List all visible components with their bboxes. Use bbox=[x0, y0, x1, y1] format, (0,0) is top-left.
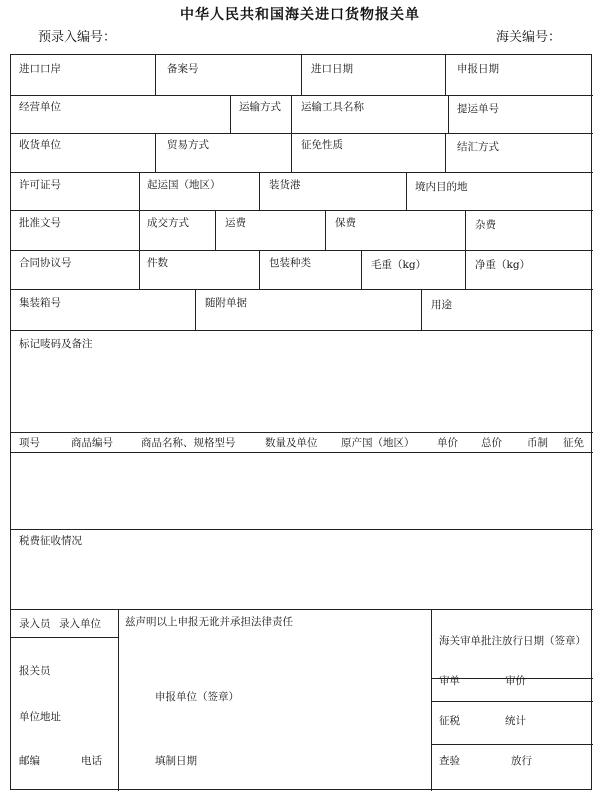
row-divider bbox=[11, 330, 593, 331]
col-divider bbox=[259, 172, 260, 210]
row-divider bbox=[431, 701, 593, 702]
row-divider bbox=[431, 744, 593, 745]
col-divider bbox=[445, 55, 446, 95]
tax-levy-label: 征税 bbox=[439, 715, 460, 727]
col-divider bbox=[155, 55, 156, 95]
col-divider bbox=[406, 172, 407, 210]
row-divider bbox=[11, 172, 593, 173]
fill-date-label: 填制日期 bbox=[155, 755, 197, 767]
container-number-label: 集装箱号 bbox=[19, 297, 61, 309]
entry-clerk-label: 录入员 bbox=[19, 618, 51, 630]
row-divider bbox=[11, 210, 593, 211]
entry-unit-label: 录入单位 bbox=[59, 618, 101, 630]
net-weight-label: 净重（kg） bbox=[475, 259, 531, 271]
statistics-label: 统计 bbox=[505, 715, 526, 727]
col-divider bbox=[215, 210, 216, 250]
col-divider bbox=[195, 289, 196, 330]
declaration-statement: 兹声明以上申报无讹并承担法律责任 bbox=[125, 616, 293, 628]
deal-mode-label: 成交方式 bbox=[147, 217, 189, 229]
customs-approval-label: 海关审单批注放行日期（签章） bbox=[439, 635, 586, 647]
misc-fee-label: 杂费 bbox=[475, 219, 496, 231]
loading-port-label: 装货港 bbox=[269, 179, 301, 191]
tax-collection-label: 税费征收情况 bbox=[19, 535, 82, 547]
customs-number-label: 海关编号： bbox=[496, 30, 562, 45]
approval-number-label: 批准文号 bbox=[19, 217, 61, 229]
gross-weight-label: 毛重（kg） bbox=[371, 259, 427, 271]
contract-number-label: 合同协议号 bbox=[19, 257, 72, 269]
declare-date-label: 申报日期 bbox=[457, 63, 499, 75]
col-divider bbox=[291, 133, 292, 172]
row-divider bbox=[11, 133, 593, 134]
col-divider bbox=[361, 250, 362, 289]
package-type-label: 包装种类 bbox=[269, 257, 311, 269]
row-divider bbox=[11, 432, 593, 433]
goods-name-header: 商品名称、规格型号 bbox=[141, 437, 236, 449]
row-divider bbox=[11, 95, 593, 96]
declarant-label: 报关员 bbox=[19, 665, 51, 677]
col-divider bbox=[259, 250, 260, 289]
col-divider bbox=[139, 172, 140, 210]
quantity-unit-header: 数量及单位 bbox=[265, 437, 318, 449]
postcode-label: 邮编 bbox=[19, 755, 40, 767]
usage-label: 用途 bbox=[431, 299, 452, 311]
pieces-label: 件数 bbox=[147, 257, 168, 269]
col-divider bbox=[431, 609, 432, 791]
phone-label: 电话 bbox=[81, 755, 102, 767]
col-divider bbox=[421, 289, 422, 330]
col-divider bbox=[445, 133, 446, 172]
col-divider bbox=[325, 210, 326, 250]
total-price-header: 总价 bbox=[481, 437, 502, 449]
levy-nature-label: 征免性质 bbox=[301, 139, 343, 151]
col-divider bbox=[155, 133, 156, 172]
domestic-destination-label: 境内目的地 bbox=[415, 181, 468, 193]
currency-header: 币制 bbox=[527, 437, 548, 449]
bill-of-lading-label: 提运单号 bbox=[457, 103, 499, 115]
form-title: 中华人民共和国海关进口货物报关单 bbox=[180, 7, 420, 23]
vehicle-name-label: 运输工具名称 bbox=[301, 101, 364, 113]
origin-header: 原产国（地区） bbox=[341, 437, 415, 449]
inspection-label: 查验 bbox=[439, 755, 460, 767]
unit-price-header: 单价 bbox=[437, 437, 458, 449]
item-number-header: 项号 bbox=[19, 437, 40, 449]
freight-label: 运费 bbox=[225, 217, 246, 229]
release-label: 放行 bbox=[511, 755, 532, 767]
settlement-mode-label: 结汇方式 bbox=[457, 141, 499, 153]
row-divider bbox=[11, 609, 593, 610]
col-divider bbox=[301, 55, 302, 95]
row-divider bbox=[11, 452, 593, 453]
record-number-label: 备案号 bbox=[167, 63, 199, 75]
insurance-label: 保费 bbox=[335, 217, 356, 229]
review-label: 审单 bbox=[439, 675, 460, 687]
remarks-label: 标记唛码及备注 bbox=[19, 338, 93, 350]
row-divider bbox=[11, 289, 593, 290]
pre-entry-number-label: 预录入编号： bbox=[38, 30, 117, 45]
row-divider bbox=[11, 529, 593, 530]
attached-documents-label: 随附单据 bbox=[205, 297, 247, 309]
license-number-label: 许可证号 bbox=[19, 179, 61, 191]
col-divider bbox=[139, 250, 140, 289]
col-divider bbox=[230, 95, 231, 133]
origin-country-label: 起运国（地区） bbox=[147, 179, 221, 191]
col-divider bbox=[291, 95, 292, 133]
declaration-form bbox=[10, 54, 592, 790]
operating-unit-label: 经营单位 bbox=[19, 101, 61, 113]
transport-mode-label: 运输方式 bbox=[239, 101, 281, 113]
goods-code-header: 商品编号 bbox=[71, 437, 113, 449]
consignee-label: 收货单位 bbox=[19, 139, 61, 151]
exemption-header: 征免 bbox=[563, 437, 584, 449]
col-divider bbox=[118, 609, 119, 791]
col-divider bbox=[465, 250, 466, 289]
col-divider bbox=[139, 210, 140, 250]
import-date-label: 进口日期 bbox=[311, 63, 353, 75]
declaring-unit-label: 申报单位（签章） bbox=[155, 691, 239, 703]
pricing-label: 审价 bbox=[505, 675, 526, 687]
row-divider bbox=[11, 637, 118, 638]
row-divider bbox=[11, 250, 593, 251]
col-divider bbox=[465, 210, 466, 250]
trade-mode-label: 贸易方式 bbox=[167, 139, 209, 151]
unit-address-label: 单位地址 bbox=[19, 711, 61, 723]
import-port-label: 进口口岸 bbox=[19, 63, 61, 75]
col-divider bbox=[448, 95, 449, 133]
